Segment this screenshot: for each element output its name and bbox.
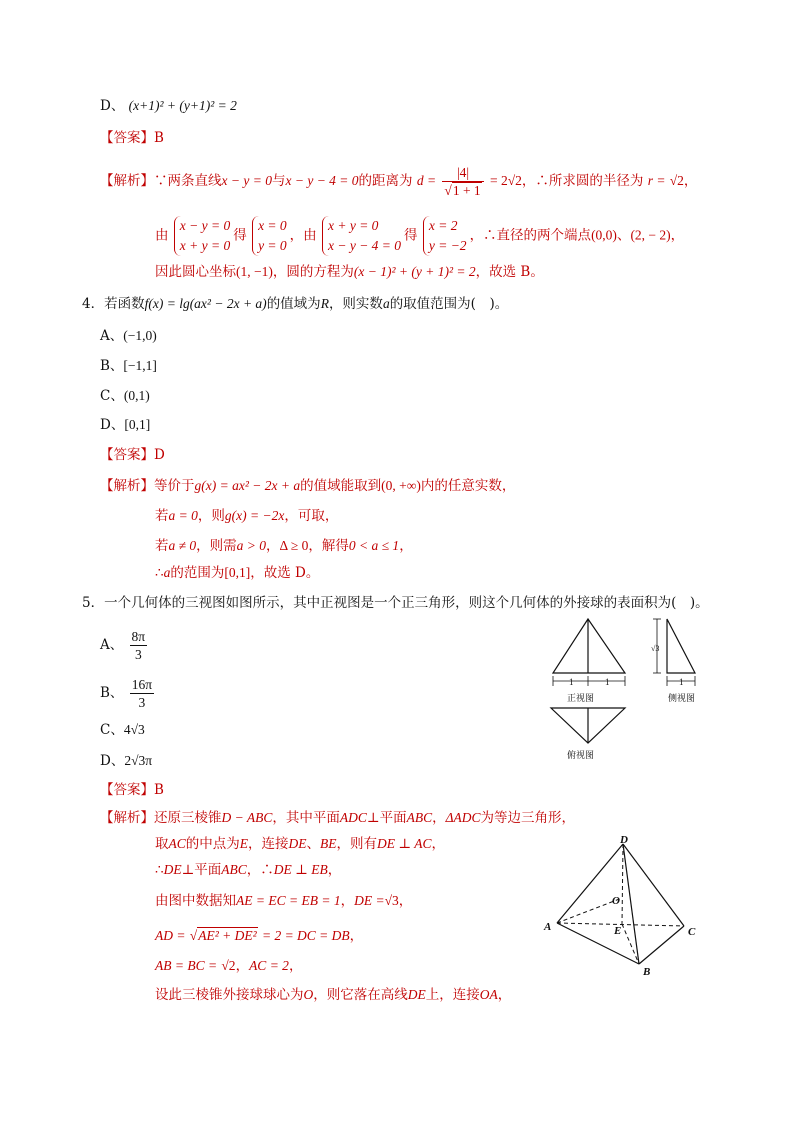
q4-analysis-line-1: 【解析】等价于g(x) = ax² − 2x + a的值域能取到(0, +∞)内的任意实数，	[100, 478, 516, 494]
front-dim-right: 1	[605, 677, 610, 687]
q5-answer	[100, 780, 164, 800]
analysis-tag: 【解析】	[100, 478, 154, 494]
vertex-c-label: C	[688, 926, 696, 938]
analysis-tag: 【解析】	[100, 173, 154, 189]
answer-tag: 【答案】	[100, 447, 154, 463]
q3-option-d: D、 (x+1)² + (y+1)² = 2	[100, 98, 237, 114]
q5-analysis-line-6: AB = BC = √2，AC = 2，	[155, 958, 303, 974]
q5-option-a-fraction: $\frac{8\pi}{3}$	[131, 629, 146, 662]
equation-system-2: x = 0 y = 0	[252, 216, 287, 256]
pyramid-figure	[540, 832, 715, 980]
center-o-label: O	[612, 895, 620, 907]
answer-tag: 【答案】	[100, 130, 154, 146]
q5-analysis-line-5: AD = √AE² + DE² = 2 = DC = DB，	[155, 928, 364, 944]
q3-answer	[100, 128, 164, 148]
q4-analysis-line-2: 若a = 0，则g(x) = −2x，可取，	[155, 508, 339, 524]
q4-option-b: B、[−1,1]	[100, 358, 157, 374]
q5-analysis-line-7: 设此三棱锥外接球球心为O，则它落在高线DE上，连接OA，	[155, 987, 512, 1003]
side-dim-height: √3	[651, 644, 660, 653]
q5-analysis-line-1: 【解析】还原三棱锥D − ABC，其中平面ADC⊥平面ABC，ΔADC为等边三角形，	[100, 810, 576, 826]
front-view	[553, 619, 625, 673]
q5-analysis-line-3: ∴DE⊥平面ABC，∴DE ⊥ EB，	[155, 862, 342, 878]
q4-answer	[100, 445, 165, 465]
q5-analysis-line-2: 取AC的中点为E，连接DE、BE，则有DE ⊥ AC，	[155, 836, 445, 852]
answer-tag: 【答案】	[100, 782, 154, 798]
q4-option-d: D、[0,1]	[100, 417, 151, 433]
q5-analysis-line-4: 由图中数据知AE = EC = EB = 1，DE =√3，	[155, 893, 413, 909]
equation-system-4: x = 2 y = −2	[423, 216, 467, 256]
vertex-d-label: D	[620, 834, 628, 846]
q5-option-a: A、 $\frac{8\pi}{3}$	[100, 629, 146, 662]
side-view	[667, 619, 695, 673]
vertex-b-label: B	[643, 966, 651, 978]
distance-fraction: $\frac{|4|}{√1 + 1}$	[442, 164, 483, 199]
top-view	[551, 708, 625, 743]
q4-stem: 4．若函数f(x) = lg(ax² − 2x + a)的值域为R，则实数a的取值范围为( )。	[82, 296, 509, 312]
equation-system-1: x − y = 0 x + y = 0	[174, 216, 230, 256]
point-e-label: E	[614, 925, 622, 937]
pyramid-solid-edges	[557, 844, 684, 964]
answer-value: B	[154, 130, 164, 146]
q4-option-c: C、(0,1)	[100, 388, 150, 404]
answer-value: B	[154, 782, 164, 798]
q3-analysis-line-3: 因此圆心坐标(1, −1)，圆的方程为(x − 1)² + (y + 1)² = 2，故选 B。	[155, 264, 544, 280]
vertex-a-label: A	[544, 921, 552, 933]
q4-analysis-line-3: 若a ≠ 0，则需a > 0，Δ ≥ 0，解得0 < a ≤ 1，	[155, 538, 413, 554]
front-dim-left: 1	[569, 677, 574, 687]
side-view-label: 侧视图	[668, 693, 696, 703]
pyramid-hidden-edges	[557, 844, 684, 964]
q5-option-d: D、2√3π	[100, 753, 153, 769]
top-view-label: 俯视图	[567, 750, 595, 760]
q5-option-b: B、 $\frac{16\pi}{3}$	[100, 677, 153, 710]
q4-analysis-line-4: ∴a的范围为[0,1]，故选 D。	[155, 565, 320, 581]
side-dim-width: 1	[679, 677, 684, 687]
three-views-figure	[545, 613, 705, 763]
q5-stem: 5．一个几何体的三视图如图所示，其中正视图是一个正三角形，则这个几何体的外接球的表面积为( )。	[82, 595, 709, 611]
q5-option-c: C、4√3	[100, 722, 145, 738]
q4-option-a: A、(−1,0)	[100, 328, 157, 344]
q5-option-b-fraction: $\frac{16\pi}{3}$	[131, 677, 153, 710]
analysis-tag: 【解析】	[100, 810, 154, 826]
q3-option-d-text: (x+1)² + (y+1)² = 2	[128, 98, 237, 113]
q3-analysis-line-1: 【解析】∵两条直线x − y = 0与x − y − 4 = 0的距离为 d = $\frac{|4|}{√1 + 1}$ = 2√2，∴所求圆的半径为 r = √2，	[100, 165, 698, 198]
q3-analysis-line-2: 由 x − y = 0 x + y = 0 得 x = 0 y = 0 ，由 x + y = 0 x − y − 4 = 0 得 x = 2 y = −2 ，∴直径的两个端点(0,0)、(2, − 2)，	[155, 216, 684, 256]
front-view-dims	[553, 676, 625, 686]
front-view-label: 正视图	[567, 693, 595, 703]
answer-value: D	[154, 447, 165, 463]
equation-system-3: x + y = 0 x − y − 4 = 0	[322, 216, 401, 256]
